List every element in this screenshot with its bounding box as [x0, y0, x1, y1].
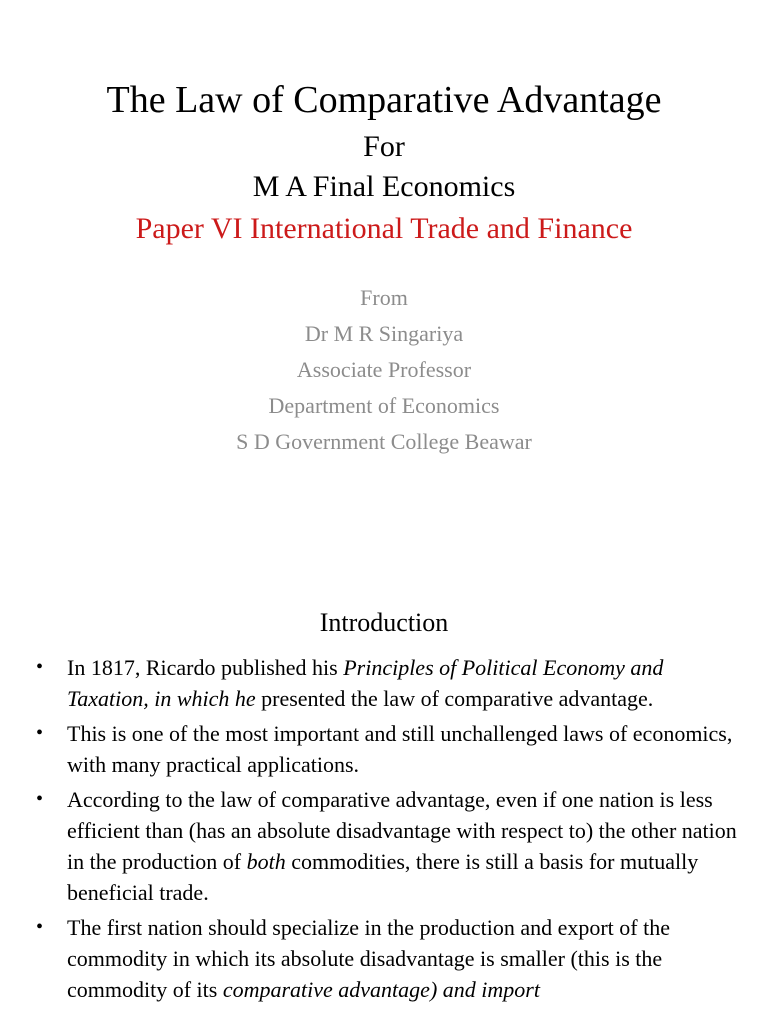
bullet-text: In 1817, Ricardo published his — [67, 655, 344, 680]
slide-subtitle-paper: Paper VI International Trade and Finance — [135, 212, 633, 245]
bullet-text: According to the law of comparative advantage, even if one nation is less efficient than (has an absolute disadvantage with respect to) the other nation in the production of — [67, 787, 737, 874]
bullet-text: commodities, there is still a basis for mutually beneficial trade. — [67, 849, 699, 905]
author-block — [0, 280, 768, 460]
author-line-from: From — [360, 285, 408, 310]
author-line-position: Associate Professor — [296, 357, 472, 382]
slide-heading: Introduction — [319, 608, 449, 637]
bullet-text: The first nation should specialize in the production and export of the commodity in which its absolute disadvantage is smaller (this is the commodity of its — [67, 915, 671, 1002]
bullet-list — [0, 652, 768, 1009]
bullet-item — [0, 718, 768, 780]
bullet-dot-icon: • — [36, 788, 44, 810]
bullet-dot-icon: • — [36, 916, 44, 938]
bullet-text-italic: comparative advantage) and import — [222, 977, 540, 1002]
bullet-text: This is one of the most important and still unchallenged laws of economics, with many practical applications. — [67, 721, 733, 777]
slide-title: The Law of Comparative Advantage — [106, 79, 662, 121]
bullet-dot-icon: • — [36, 722, 44, 744]
author-line-name: Dr M R Singariya — [304, 321, 464, 346]
slide-subtitle-class: M A Final Economics — [252, 170, 516, 203]
bullet-text-italic: Principles of Political Economy and Taxation, in which he — [67, 655, 664, 711]
bullet-text: presented the law of comparative advantage. — [255, 686, 654, 711]
introduction-slide — [0, 560, 768, 1024]
author-line-college: S D Government College Beawar — [236, 429, 532, 454]
author-line-department: Department of Economics — [268, 393, 500, 418]
bullet-item — [0, 912, 768, 1005]
bullet-item — [0, 784, 768, 908]
slide-subtitle-for: For — [363, 130, 405, 163]
bullet-text-italic: both — [246, 849, 286, 874]
bullet-item — [0, 652, 768, 714]
bullet-dot-icon: • — [36, 656, 44, 678]
